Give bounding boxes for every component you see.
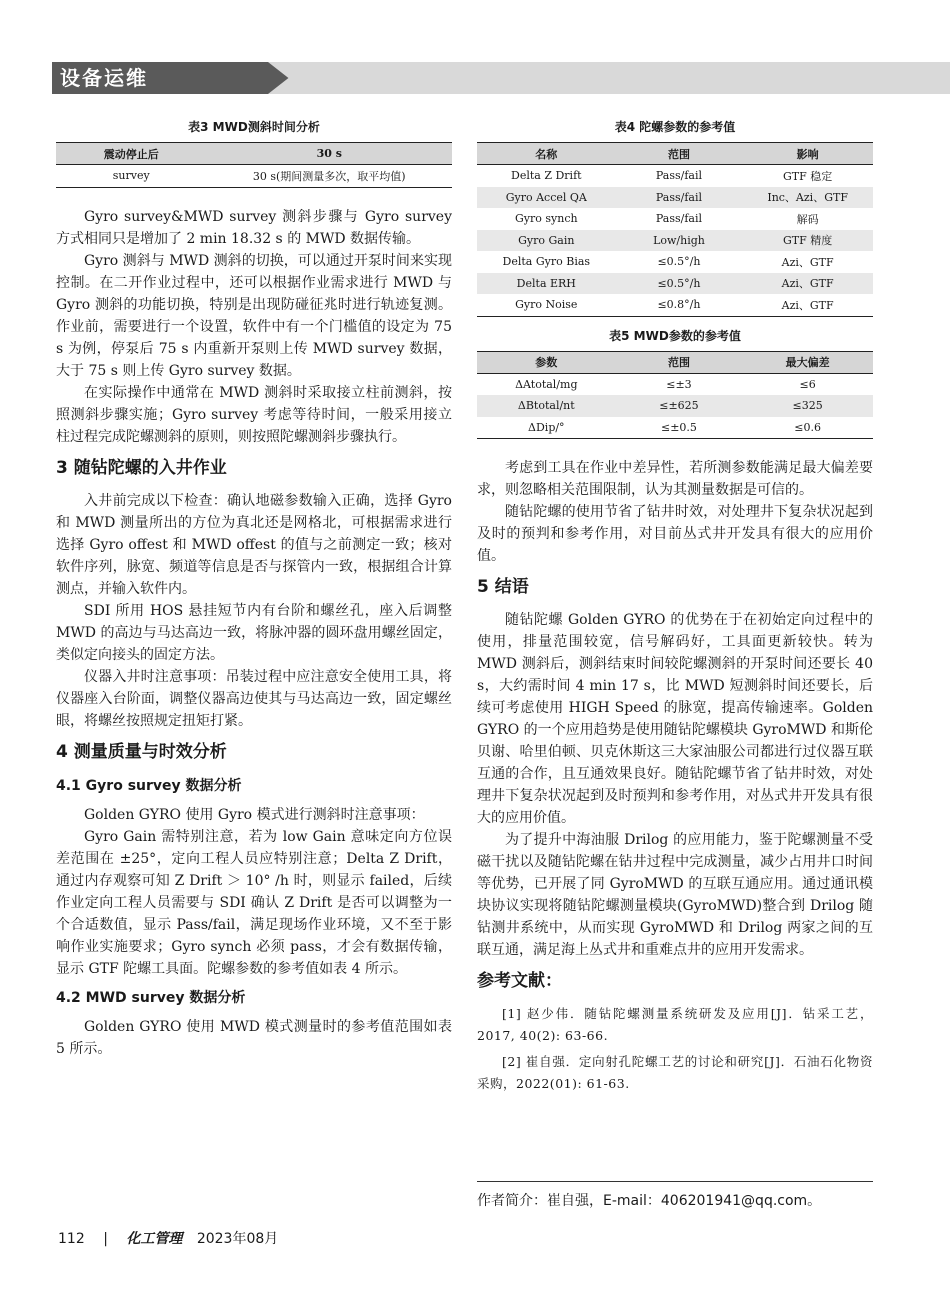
table5-header: 最大偏差	[742, 351, 873, 373]
table5-cell: ΔBtotal/nt	[477, 395, 616, 417]
table4-cell: ≤0.8°/h	[616, 294, 743, 316]
paragraph: SDI 所用 HOS 悬挂短节内有台阶和螺丝孔，座入后调整 MWD 的高边与马达高边一致，将脉冲器的圆环盘用螺丝固定，类似定向接头的固定方法。	[56, 602, 452, 663]
table-row	[477, 395, 873, 417]
subsection-heading: 4.2 MWD survey 数据分析	[56, 989, 246, 1006]
left-column	[56, 112, 452, 1060]
section-heading: 3 随钻陀螺的入井作业	[56, 457, 227, 478]
table4-header: 范围	[616, 143, 743, 165]
table-row	[477, 273, 873, 295]
table4-cell: Delta Z Drift	[511, 169, 582, 183]
table4-cell: Low/high	[616, 230, 743, 252]
table3-header: 震动停止后	[56, 143, 206, 165]
paragraph: 随钻陀螺的使用节省了钻井时效，对处理井下复杂状况起到及时的预判和参考作用，对目前丛式井开发具有很大的应用价值。	[477, 504, 873, 564]
table4-header: 名称	[477, 143, 616, 165]
table4-caption: 表4 陀螺参数的参考值	[614, 120, 736, 134]
header-stripe	[268, 62, 950, 94]
references-heading: 参考文献：	[477, 971, 562, 991]
section-heading: 4 测量质量与时效分析	[56, 741, 227, 762]
table4-cell: GTF 稳定	[783, 169, 833, 183]
paragraph: Golden GYRO 使用 MWD 模式测量时的参考值范围如表 5 所示。	[56, 1018, 452, 1057]
table-row	[477, 294, 873, 316]
footer-separator: |	[103, 1231, 108, 1247]
table4-cell: Delta ERH	[477, 273, 616, 295]
table-row	[56, 165, 452, 188]
table-row	[477, 165, 873, 187]
table5-cell: ≤0.6	[742, 417, 873, 439]
table3	[56, 142, 452, 188]
table4-cell: Gyro synch	[515, 212, 578, 226]
table4-cell: Azi、GTF	[742, 294, 873, 316]
table3-cell: survey	[56, 165, 206, 188]
table5-cell: ≤±3	[666, 377, 692, 391]
reference-item: [2] 崔自强．定向射孔陀螺工艺的讨论和研究[J]．石油石化物资采购，2022(01): 61-63.	[477, 1054, 873, 1091]
section-heading: 5 结语	[477, 577, 529, 597]
paragraph: Gyro 测斜与 MWD 测斜的切换，可以通过开泵时间来实现控制。在二开作业过程中，还可以根据作业需求进行 MWD 与 Gyro 测斜的功能切换，特别是出现防碰征兆时进行轨迹复测。作业前，需要进行一个设置，软件中有一个门槛值的设定为 75 s 为例，停泵后 75 s 内重新开泵则上传 MWD survey 数据，大于 75 s 则上传 Gyro survey 数据。	[56, 252, 452, 379]
table-row	[477, 417, 873, 439]
table4	[477, 142, 873, 317]
page-number: 112	[58, 1231, 85, 1247]
table4-cell: Gyro Noise	[477, 294, 616, 316]
table4-cell: Inc、Azi、GTF	[742, 187, 873, 209]
paragraph: 在实际操作中通常在 MWD 测斜时采取接立柱前测斜，按照测斜步骤实施；Gyro survey 考虑等待时间，一般采用接立柱过程完成陀螺测斜的原则，则按照陀螺测斜步骤执行。	[56, 384, 452, 445]
divider	[477, 1181, 873, 1182]
table4-cell: Azi、GTF	[781, 255, 834, 269]
table4-cell: Azi、GTF	[742, 273, 873, 295]
table5-caption: 表5 MWD参数的参考值	[609, 328, 741, 343]
subsection-heading: 4.1 Gyro survey 数据分析	[56, 777, 242, 794]
right-column	[477, 112, 873, 1099]
table-row	[477, 230, 873, 252]
table4-cell: Gyro Accel QA	[477, 187, 616, 209]
table4-cell: Delta Gyro Bias	[502, 255, 591, 269]
table5-cell: ΔDip/°	[477, 417, 616, 439]
paragraph: Gyro survey&MWD survey 测斜步骤与 Gyro survey 方式相同只是增加了 2 min 18.32 s 的 MWD 数据传输。	[56, 208, 452, 247]
paragraph: 为了提升中海油服 Drilog 的应用能力，鉴于陀螺测量不受磁干扰以及随钻陀螺在钻井过程中完成测量，减少占用井口时间等优势，已开展了同 GyroMWD 的互联互通应用。通过通讯模块协议实现将随钻陀螺测量模块(GyroMWD)整合到 Drilog 随钻测井系统中，从而实现 GyroMWD 和 Drilog 两家之间的互联互通，满足海上丛式井和重难点井的应用开发需求。	[477, 832, 873, 958]
paragraph: Gyro Gain 需特别注意，若为 low Gain 意味定向方位误差范围在 ±25°，定向工程人员应特别注意；Delta Z Drift，通过内存观察可知 Z Drift ＞ 10° /h 时，则显示 failed，后续作业定向工程人员需要与 SDI 确认 Z Drift 是否可以调整为一个合适数值，显示 Pass/fail，满足现场作业环境，又不至于影响作业实施要求；Gyro synch 必须 pass，才会有数据传输，显示 GTF 陀螺工具面。陀螺参数的参考值如表 4 所示。	[56, 828, 452, 977]
table3-caption: 表3 MWD测斜时间分析	[188, 120, 320, 134]
table5-header: 范围	[616, 351, 743, 373]
author-note: 作者简介：崔自强，E-mail：406201941@qq.com。	[477, 1193, 822, 1209]
table4-cell: GTF 精度	[742, 230, 873, 252]
reference-item: [1] 赵少伟．随钻陀螺测量系统研发及应用[J]．钻采工艺，2017, 40(2): 63-66.	[477, 1006, 873, 1043]
table5	[477, 351, 873, 440]
table5-cell: ≤±625	[616, 395, 743, 417]
table4-cell: Gyro Gain	[477, 230, 616, 252]
journal-name: 化工管理	[126, 1231, 183, 1247]
table-row	[477, 251, 873, 273]
table4-cell: Pass/fail	[655, 169, 703, 183]
paragraph: 仪器入井时注意事项：吊装过程中应注意安全使用工具，将仪器座入台阶面，调整仪器高边使其与马达高边一致，固定螺丝眼，将螺丝按照规定扭矩打紧。	[56, 668, 452, 729]
paragraph: 入井前完成以下检查：确认地磁参数输入正确，选择 Gyro 和 MWD 测量所出的方位为真北还是网格北，可根据需求进行选择 Gyro offest 和 MWD offest 的值与之前测定一致；核对软件序列，脉宽、频道等信息是否与探管内一致，根据组合计算测点，并输入软件内。	[56, 492, 452, 597]
table5-cell: ≤±0.5	[616, 417, 743, 439]
paragraph: Golden GYRO 使用 Gyro 模式进行测斜时注意事项：	[84, 806, 425, 823]
table5-cell: ≤6	[799, 377, 816, 391]
table-row	[477, 373, 873, 395]
paragraph: 随钻陀螺 Golden GYRO 的优势在于在初始定向过程中的使用，排量范围较宽，信号解码好，工具面更新较快。转为 MWD 测斜后，测斜结束时间较陀螺测斜的开泵时间还要长 40 s，大约需时间 4 min 17 s，比 MWD 短测斜时间还要长，后续可考虑使用 HIGH Speed 的脉宽，提高传输速率。Golden GYRO 的一个应用趋势是使用随钻陀螺模块 GyroMWD 和斯伦贝谢、哈里伯顿、贝克休斯这三大家油服公司都进行过仪器互联互通的合作，且互通效果良好。随钻陀螺节省了钻井时效，对处理井下复杂状况起到及时预判和参考作用，对丛式井开发具有很大的应用价值。	[477, 612, 873, 826]
table5-cell: ≤325	[742, 395, 873, 417]
table4-cell: ≤0.5°/h	[616, 273, 743, 295]
table5-cell: ΔAtotal/mg	[515, 377, 578, 391]
table3-cell: 30 s(期间测量多次，取平均值)	[206, 165, 452, 188]
section-title: 设备运维	[60, 66, 148, 90]
table4-cell: 解码	[796, 212, 819, 226]
table-row	[477, 208, 873, 230]
table4-cell: Pass/fail	[616, 187, 743, 209]
page-footer	[58, 1228, 278, 1248]
paragraph: 考虑到工具在作业中差异性，若所测参数能满足最大偏差要求，则忽略相关范围限制，认为其测量数据是可信的。	[477, 460, 873, 498]
issue-date: 2023年08月	[196, 1231, 279, 1247]
table4-cell: ≤0.5°/h	[657, 255, 701, 269]
table5-header: 参数	[477, 351, 616, 373]
table-row	[477, 187, 873, 209]
table3-header: 30 s	[206, 143, 452, 165]
table4-header: 影响	[742, 143, 873, 165]
table4-cell: Pass/fail	[655, 212, 703, 226]
